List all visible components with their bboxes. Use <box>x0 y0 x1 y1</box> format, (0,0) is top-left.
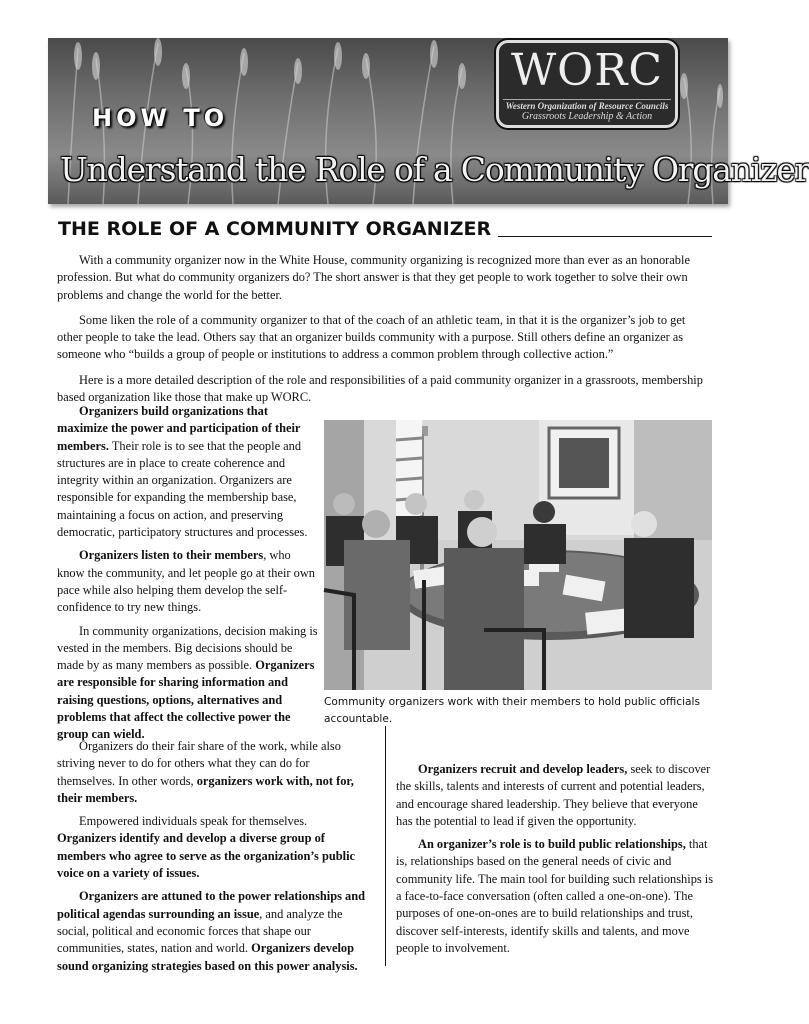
logo-wordmark: WORC <box>510 45 664 96</box>
paragraph-text: that is, relationships based on the general needs of civic and community life. The main tool for building such relationships is a face-to-face conversation (often called a one-on-one). The purposes of one-on-ones are to build relationships and trust, discover self-interests, identify skills and talents, and move people to involvement. <box>396 837 714 955</box>
body-paragraph <box>57 547 319 616</box>
worc-logo <box>496 40 678 128</box>
body-paragraph <box>396 836 714 957</box>
paragraph-text: , who know the community, and let people go at their own pace while also helping them develop the self-confidence to try new things. <box>57 548 315 615</box>
paragraph-text: In community organizations, decision making is vested in the members. Big decisions should be made by as many members as possible. <box>57 623 318 673</box>
paragraph-text: Empowered individuals speak for themselves. <box>79 814 308 829</box>
logo-organization-name: Western Organization of Resource Councils <box>503 99 671 111</box>
left-column-lower <box>57 738 369 981</box>
intro-paragraph: Some liken the role of a community organizer to that of the coach of an athletic team, in that it is the organizer’s job to get other people to take the lead. Others say that an organizer builds community with a purpose. Still others define an organizer as someone who “builds a group of people or institutions to address a common problem through collective action.” <box>57 312 686 362</box>
body-paragraph <box>57 403 319 541</box>
bold-phrase: organizers work with, not for, their members. <box>57 773 354 805</box>
bold-phrase: Organizers identify and develop a diverse group of members who agree to serve as the organization’s public voice on a variety of issues. <box>57 831 356 881</box>
logo-tagline: Grassroots Leadership & Action <box>521 111 653 122</box>
right-column <box>396 761 714 963</box>
bold-lead: Organizers recruit and develop leaders, <box>418 762 628 776</box>
bold-phrase: Organizers develop sound organizing strategies based on this power analysis. <box>57 941 358 973</box>
paragraph-text: Organizers do their fair share of the work, while also striving never to do for others what they can do for themselves. In other words, <box>57 739 341 788</box>
intro-paragraph: Here is a more detailed description of the role and responsibilities of a paid community organizer in a grassroots, membership based organization like those that make up WORC. <box>57 372 703 405</box>
body-paragraph <box>57 813 369 882</box>
bold-lead: An organizer’s role is to build public relationships, <box>418 837 686 852</box>
meeting-photo-illustration <box>324 420 712 690</box>
paragraph-text: Their role is to see that the people and structures are in place to create coherence and integrity within an organization. Organizers are responsible for expanding the membership base, maintaining a focus on action, and preserving democratic, participatory structures and processes. <box>57 438 308 540</box>
section-heading: THE ROLE OF A COMMUNITY ORGANIZER <box>58 218 492 240</box>
left-column <box>57 403 319 750</box>
body-paragraph <box>57 623 319 744</box>
bold-lead: Organizers are attuned to the power relationships and political agendas surrounding an issue <box>57 889 366 921</box>
body-paragraph <box>57 888 369 974</box>
column-divider <box>385 726 386 966</box>
page-title: Understand the Role of a Community Organizer <box>60 150 809 189</box>
body-paragraph <box>57 738 369 807</box>
paragraph-text: seek to discover the skills, talents and interests of current and potential leaders, and encourage shared leadership. They believe that everyone has the potential to lead if given the opportunity. <box>396 762 711 828</box>
bold-lead: Organizers build organizations that maximize the power and participation of their members. <box>57 404 301 453</box>
bold-lead: Organizers listen to their members <box>79 548 264 563</box>
heading-rule <box>498 236 712 237</box>
intro-paragraph: With a community organizer now in the White House, community organizing is recognized more than ever as an honorable profession. But what do community organizers do? The short answer is that they get people to work together to solve their own problems and change the world for the better. <box>57 253 690 302</box>
header-banner <box>48 38 809 204</box>
bold-phrase: Organizers are responsible for sharing information and raising questions, options, alternatives and problems that affect the collective power the group can wield. <box>57 658 315 742</box>
meeting-photo <box>324 420 712 690</box>
how-to-label: HOW TO <box>92 104 229 132</box>
body-paragraph <box>396 761 714 830</box>
paragraph-text: , and analyze the social, political and economic forces that shape our communities, states, nation and world. <box>57 906 343 956</box>
photo-caption: Community organizers work with their members to hold public officials accountable. <box>324 696 700 725</box>
intro-text <box>57 252 711 414</box>
